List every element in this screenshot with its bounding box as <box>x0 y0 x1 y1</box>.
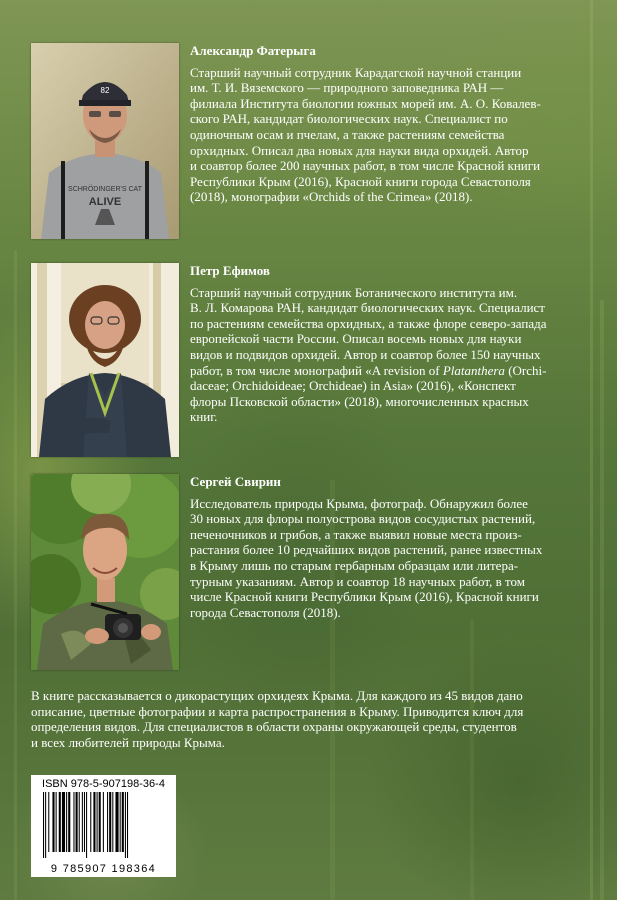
barcode-bar <box>127 792 128 858</box>
barcode-bar <box>48 792 49 852</box>
barcode-bar <box>56 792 57 852</box>
barcode-graphic <box>43 792 164 858</box>
bio-line: daceae; Orchidoideae; Orchideae) in Asia» (2016), «Конспект <box>190 378 516 394</box>
barcode-bar <box>120 792 121 852</box>
cap-number: 82 <box>100 86 110 95</box>
bio-line: филиала Института биологии южных морей им. А. О. Ковалев- <box>190 95 541 111</box>
barcode-bar <box>52 792 54 852</box>
author-photo-svirin <box>31 474 179 670</box>
bio-line: ского РАН, кандидат биологических наук. Специалист по <box>190 111 508 127</box>
author-photo-efimov <box>31 263 179 457</box>
barcode-bar <box>99 792 101 852</box>
barcode-bar <box>82 792 83 852</box>
bio-line: Старший научный сотрудник Карадагской научной станции <box>190 64 522 80</box>
bio-line: (2018), монографии «Orchids of the Crimea» (2018). <box>190 189 473 205</box>
bio-line-part: работ, в том числе монографий «A revision of <box>190 362 443 378</box>
summary-line: описание, цветные фотографии и карта распространения в Крыму. Приводится ключ для <box>31 703 524 719</box>
bio-line: видов и подвидов орхидей. Автор и соавтор более 150 научных <box>190 346 541 362</box>
bio-line: Республики Крым (2016), Красной книги города Севастополя <box>190 173 531 189</box>
author-photo-faterga <box>31 43 179 239</box>
summary-line: и всех любителей природы Крыма. <box>31 734 225 750</box>
author-bio-efimov <box>190 263 572 425</box>
book-summary <box>31 688 586 750</box>
shirt-big-text: ALIVE <box>88 196 122 208</box>
barcode-bar <box>115 792 118 852</box>
genus-name-italic: Platanthera <box>442 362 505 378</box>
author-name: Петр Ефимов <box>190 263 270 278</box>
bio-line: флоры Псковской области» (2018), многочисленных красных <box>190 393 529 409</box>
bio-line: В. Л. Комарова РАН, кандидат биологических наук. Специалист <box>190 300 545 316</box>
barcode-bar <box>59 792 61 852</box>
bio-line: в Крыму лишь по старым гербарным образцам или литера- <box>190 557 519 573</box>
barcode-bar <box>107 792 108 852</box>
author-description <box>190 496 572 621</box>
author-description <box>190 285 572 425</box>
barcode-bar <box>103 792 104 852</box>
bio-line-part: (Orchi- <box>504 362 547 378</box>
bio-line: растания более 10 редчайших видов растений, ранее известных <box>190 542 543 558</box>
barcode-bar <box>86 792 87 858</box>
isbn-label: ISBN 978-5-907198-36-4 <box>42 778 165 790</box>
barcode-bar <box>79 792 80 852</box>
author-name: Сергей Свирин <box>190 474 281 489</box>
author-name: Александр Фатерыга <box>190 43 316 58</box>
summary-line: В книге рассказывается о дикорастущих орхидеях Крыма. Для каждого из 45 видов дано <box>31 688 523 703</box>
bio-line: книг. <box>190 409 218 425</box>
shirt-text: SCHRÖDINGER'S CAT <box>68 186 142 193</box>
bio-line: 30 новых для флоры полуострова видов сосудистых растений, <box>190 511 536 527</box>
barcode-bar <box>84 792 85 852</box>
bio-line: турным указаниям. Автор и соавтор 18 научных работ, в том <box>190 573 525 589</box>
author-description <box>190 65 572 205</box>
bio-line: им. Т. И. Вяземского — природного заповедника РАН — <box>190 80 504 96</box>
barcode-bar <box>43 792 44 858</box>
barcode-bar <box>122 792 124 852</box>
bio-line: по растениям семейства орхидных, а также флоре северо-запада <box>190 315 547 331</box>
bio-line: города Севастополя (2018). <box>190 604 341 620</box>
barcode-bar <box>76 792 78 852</box>
bio-line: Исследователь природы Крыма, фотограф. Обнаружил более <box>190 495 528 511</box>
barcode-bar <box>93 792 95 852</box>
bio-line: и соавтор более 200 научных работ, в том числе Красной книги <box>190 158 541 174</box>
summary-line: определения видов. Для специалистов в области охраны окружающей среды, студентов <box>31 719 517 735</box>
barcode-bar <box>97 792 98 852</box>
bio-line: Старший научный сотрудник Ботанического института им. <box>190 284 518 300</box>
bio-line: одиночным осам и пчелам, а также растениям семейства <box>190 126 505 142</box>
author-bio-svirin <box>190 474 572 620</box>
bio-line: орхидных. Описал два новых для науки вида орхидей. Автор <box>190 142 529 158</box>
barcode-bar <box>62 792 65 852</box>
barcode-bar <box>45 792 46 858</box>
bio-line: печеночников и грибов, а также выявил новые места произ- <box>190 526 522 542</box>
author-bio-faterga <box>190 43 572 205</box>
barcode-bar <box>109 792 111 852</box>
bio-line: европейской части России. Описал восемь новых для науки <box>190 331 522 347</box>
barcode-bar <box>73 792 74 852</box>
isbn-digits: 9 785907 198364 <box>50 863 157 875</box>
barcode-bar <box>90 792 91 852</box>
isbn-barcode-block <box>31 775 176 877</box>
barcode-bar <box>66 792 67 852</box>
bio-line <box>190 363 572 379</box>
barcode-bar <box>112 792 113 852</box>
bio-line: числе Красной книги Республики Крым (2016), Красной книги <box>190 589 539 605</box>
barcode-bar <box>68 792 70 852</box>
barcode-bar <box>125 792 126 858</box>
